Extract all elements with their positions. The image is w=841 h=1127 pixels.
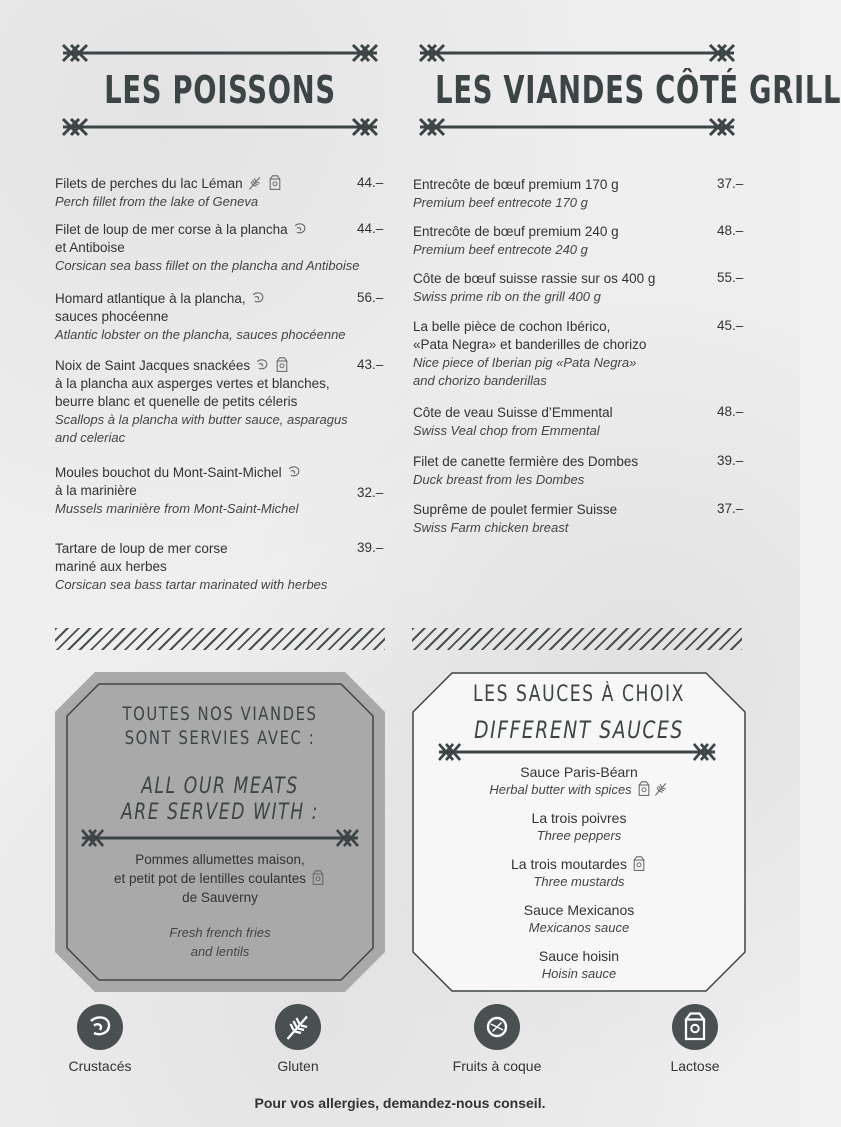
allergen-gluten (238, 1004, 358, 1074)
item-translation: Premium beef entrecote 240 g (413, 242, 588, 257)
milk-icon (267, 175, 283, 191)
item-name: Côte de bœuf suisse rassie sur os 400 g (413, 271, 656, 286)
sauce-name: La trois moutardes (511, 856, 627, 872)
menu-item (55, 221, 395, 275)
menu-item (413, 501, 703, 537)
served-heading-line1: TOUTES NOS VIANDES (122, 703, 318, 725)
sauce-translation: Three mustards (533, 874, 625, 889)
item-translation-line2: and chorizo banderillas (413, 373, 547, 388)
menu-item (413, 270, 703, 306)
sauce-item (412, 809, 746, 845)
sauce-name: La trois poivres (531, 810, 627, 826)
item-translation: Perch fillet from the lake of Geneva (55, 194, 259, 209)
item-price: 55.– (717, 270, 744, 285)
sauce-item (412, 947, 746, 983)
item-translation: Corsican sea bass fillet on the plancha and Antiboise (55, 258, 360, 273)
menu-item (413, 223, 703, 259)
item-name-line2: à la plancha aux asperges vertes et blanches, (55, 376, 330, 391)
allergen-label: Lactose (670, 1058, 720, 1074)
sauce-translation: Hoisin sauce (541, 966, 617, 981)
served-heading (91, 702, 348, 750)
sauce-name: Sauce Paris-Béarn (520, 764, 638, 780)
menu-item (55, 290, 375, 344)
sauce-item (412, 901, 746, 937)
sauces-subtitle: DIFFERENT SAUCES (474, 716, 684, 744)
item-price: 44.– (357, 221, 384, 236)
menu-item (413, 453, 703, 489)
milk-icon (636, 781, 652, 797)
item-translation: Mussels marinière from Mont-Saint-Michel (55, 501, 299, 516)
milk-icon (680, 1012, 710, 1042)
served-en-line1: Fresh french fries (169, 925, 271, 940)
sauces-title: LES SAUCES À CHOIX (473, 682, 685, 707)
hatch-bar-left (55, 628, 385, 650)
item-name-line2: et Antiboise (55, 240, 125, 255)
milk-icon (274, 357, 290, 373)
shrimp-icon (254, 357, 270, 373)
item-translation: Premium beef entrecote 170 g (413, 195, 588, 210)
menu-item (55, 540, 365, 594)
served-fr-line1: Pommes allumettes maison, (135, 852, 305, 867)
item-name: Filet de loup de mer corse à la plancha (55, 222, 288, 237)
section-title-viandes: LES VIANDES CÔTÉ GRILL (435, 68, 841, 112)
served-heading-en-line2: ARE SERVED WITH : (120, 800, 320, 825)
item-name: Filets de perches du lac Léman (55, 176, 243, 191)
menu-item (55, 464, 355, 518)
item-translation: Swiss Farm chicken breast (413, 520, 569, 535)
item-name: Moules bouchot du Mont-Saint-Michel (55, 465, 282, 480)
shrimp-icon (292, 221, 308, 237)
sauces-list (412, 763, 746, 983)
served-fr-line3: de Sauverny (182, 890, 258, 905)
item-name: Entrecôte de bœuf premium 170 g (413, 177, 619, 192)
menu-item (55, 175, 355, 211)
served-description (75, 850, 365, 961)
item-price: 39.– (717, 453, 744, 468)
menu-item (413, 404, 703, 440)
shrimp-icon (250, 290, 266, 306)
item-name: Homard atlantique à la plancha, (55, 291, 246, 306)
menu-item (55, 357, 385, 447)
sauce-translation: Herbal butter with spices (489, 782, 632, 797)
milk-icon (631, 856, 647, 872)
served-fr-line2: et petit pot de lentilles coulantes (113, 871, 307, 886)
item-price: 44.– (357, 175, 384, 190)
shrimp-icon (286, 464, 302, 480)
menu-item (413, 176, 703, 212)
divider-bottom-poissons (55, 117, 385, 137)
section-title-poissons: LES POISSONS (104, 68, 336, 112)
item-translation-line2: and celeriac (55, 430, 126, 445)
item-price: 45.– (717, 318, 744, 333)
item-price: 37.– (717, 176, 744, 191)
item-name-line2: sauces phocéenne (55, 309, 169, 324)
item-name: Côte de veau Suisse d’Emmental (413, 405, 613, 420)
milk-icon (310, 870, 326, 886)
item-price: 32.– (357, 485, 384, 500)
item-translation: Nice piece of Iberian pig «Pata Negra» (413, 355, 637, 370)
item-name: Noix de Saint Jacques snackées (55, 358, 251, 373)
allergen-label: Fruits à coque (452, 1058, 542, 1074)
divider-top-poissons (55, 43, 385, 63)
sauce-name: Sauce Mexicanos (523, 902, 635, 918)
sauces-divider (432, 742, 722, 762)
item-price: 39.– (357, 540, 384, 555)
item-name-line2: à la marinière (55, 483, 137, 498)
item-name: Entrecôte de bœuf premium 240 g (413, 224, 619, 239)
hatch-bar-right (412, 628, 742, 650)
allergen-crustaces (40, 1004, 160, 1074)
item-translation: Scallops à la plancha with butter sauce, asparagus (55, 412, 348, 427)
nut-icon (482, 1012, 512, 1042)
shrimp-icon (85, 1012, 115, 1042)
item-name: Tartare de loup de mer corse (55, 541, 228, 556)
item-name: Filet de canette fermière des Dombes (413, 454, 639, 469)
sauce-name: Sauce hoisin (538, 948, 620, 964)
sauce-translation: Mexicanos sauce (528, 920, 630, 935)
served-divider (75, 828, 365, 848)
footer-note: Pour vos allergies, demandez-nous conseil. (254, 1095, 546, 1111)
allergen-lactose (635, 1004, 755, 1074)
menu-item (413, 318, 703, 390)
wheat-icon (653, 781, 669, 797)
item-translation: Atlantic lobster on the plancha, sauces phocéenne (55, 327, 346, 342)
item-translation: Corsican sea bass tartar marinated with herbes (55, 577, 328, 592)
sauce-item (412, 855, 746, 891)
item-price: 48.– (717, 404, 744, 419)
item-price: 37.– (717, 501, 744, 516)
item-name: Suprême de poulet fermier Suisse (413, 502, 618, 517)
item-name-line2: mariné aux herbes (55, 559, 167, 574)
allergen-fruits-a-coque (437, 1004, 557, 1074)
divider-bottom-viandes (412, 117, 742, 137)
sauce-item (412, 763, 746, 799)
served-en-line2: and lentils (190, 944, 250, 959)
sauce-translation: Three peppers (536, 828, 622, 843)
item-translation: Swiss Veal chop from Emmental (413, 423, 600, 438)
item-price: 43.– (357, 357, 384, 372)
item-name-line2: «Pata Negra» et banderilles de chorizo (413, 337, 647, 352)
item-price: 56.– (357, 290, 384, 305)
wheat-icon (247, 175, 263, 191)
allergen-label: Crustacés (68, 1058, 132, 1074)
item-translation: Duck breast from les Dombes (413, 472, 585, 487)
divider-top-viandes (412, 43, 742, 63)
item-name-line3: beurre blanc et quenelle de petits céleris (55, 394, 298, 409)
item-translation: Swiss prime rib on the grill 400 g (413, 289, 601, 304)
item-price: 48.– (717, 223, 744, 238)
served-heading-en-line1: ALL OUR MEATS (141, 774, 299, 799)
served-heading-line2: SONT SERVIES AVEC : (124, 727, 316, 749)
item-name: La belle pièce de cochon Ibérico, (413, 319, 611, 334)
allergen-label: Gluten (277, 1058, 319, 1074)
wheat-icon (283, 1012, 313, 1042)
served-heading-en (91, 774, 348, 826)
